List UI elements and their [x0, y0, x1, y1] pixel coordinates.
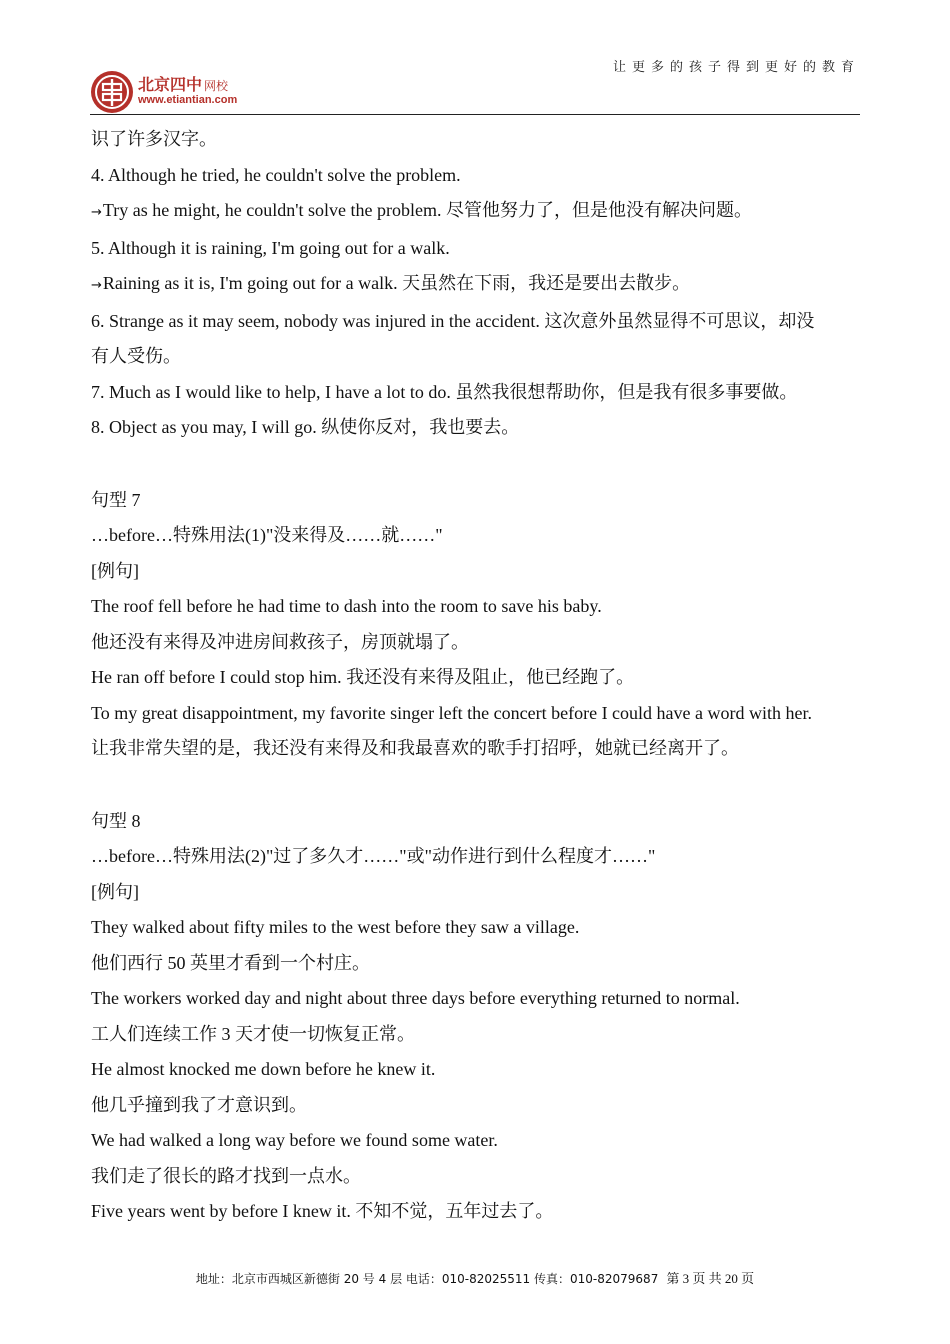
- text-line: [91, 483, 861, 519]
- text-line: [91, 554, 861, 590]
- line-text: 我们走了很长的路才找到一点水。: [91, 1165, 361, 1186]
- text-line: [91, 518, 861, 554]
- line-text: 句型 7: [91, 489, 141, 510]
- text-line: [91, 231, 861, 267]
- line-text: 6. Strange as it may seem, nobody was injured in the accident. 这次意外虽然显得不可思议，却没: [91, 310, 815, 331]
- header-divider: [90, 114, 860, 115]
- line-text: 他们西行 50 英里才看到一个村庄。: [91, 952, 370, 973]
- text-line: [91, 839, 861, 875]
- line-text: Try as he might, he couldn't solve the problem. 尽管他努力了，但是他没有解决问题。: [102, 200, 752, 220]
- logo-seal-icon: [90, 70, 134, 114]
- text-line: [91, 122, 861, 158]
- slogan: 让更多的孩子得到更好的教育: [612, 60, 860, 75]
- line-text: 句型 8: [91, 810, 141, 831]
- text-line: [91, 410, 861, 446]
- line-text: 让我非常失望的是，我还没有来得及和我最喜欢的歌手打招呼，她就已经离开了。: [91, 738, 739, 758]
- text-line: [91, 589, 861, 625]
- logo-school: 网校: [204, 79, 229, 93]
- text-line: [91, 1088, 861, 1124]
- document-body: [91, 122, 861, 1230]
- text-line: [91, 731, 861, 767]
- line-text: [例句]: [91, 881, 139, 902]
- line-text: 4. Although he tried, he couldn't solve the problem.: [91, 164, 461, 185]
- text-line: [91, 696, 861, 732]
- text-line: [91, 660, 861, 696]
- text-line: [91, 1052, 861, 1088]
- text-line: [91, 1159, 861, 1195]
- footer-address: 地址：北京市西城区新德街 20 号 4 层 电话：010-82025511 传真：010-82079687: [195, 1272, 659, 1286]
- line-text: The roof fell before he had time to dash into the room to save his baby.: [91, 596, 602, 616]
- line-text: Raining as it is, I'm going out for a walk. 天虽然在下雨，我还是要出去散步。: [102, 273, 691, 293]
- line-text: 工人们连续工作 3 天才使一切恢复正常。: [91, 1023, 415, 1044]
- line-text: 8. Object as you may, I will go. 纵使你反对，我也要去。: [91, 417, 520, 437]
- text-line: [91, 266, 861, 304]
- line-text: …before…特殊用法(1)"没来得及……就……": [91, 525, 443, 545]
- paragraph-gap: [91, 767, 861, 804]
- text-line: [91, 339, 861, 375]
- text-line: [91, 804, 861, 840]
- page-header: [90, 52, 860, 116]
- line-text: To my great disappointment, my favorite singer left the concert before I could have a word with her.: [91, 702, 813, 723]
- text-line: [91, 193, 861, 231]
- arrow-icon: →: [91, 278, 102, 293]
- line-text: They walked about fifty miles to the west before they saw a village.: [91, 917, 580, 937]
- line-text: [例句]: [91, 560, 139, 581]
- text-line: [91, 375, 861, 411]
- line-text: Five years went by before I knew it. 不知不觉，五年过去了。: [91, 1201, 554, 1221]
- line-text: 7. Much as I would like to help, I have a lot to do. 虽然我很想帮助你，但是我有很多事要做。: [91, 381, 798, 402]
- paragraph-gap: [91, 446, 861, 483]
- line-text: He almost knocked me down before he knew it.: [91, 1059, 436, 1079]
- page-footer: [0, 1268, 950, 1287]
- line-text: 他还没有来得及冲进房间救孩子，房顶就塌了。: [91, 631, 469, 652]
- school-logo: [90, 70, 270, 114]
- line-text: He ran off before I could stop him. 我还没有来得及阻止，他已经跑了。: [91, 667, 635, 687]
- line-text: 他几乎撞到我了才意识到。: [91, 1094, 307, 1115]
- text-line: [91, 981, 861, 1017]
- text-line: [91, 625, 861, 661]
- line-text: 识了许多汉字。: [91, 129, 217, 149]
- line-text: 5. Although it is raining, I'm going out for a walk.: [91, 237, 450, 258]
- text-line: [91, 1194, 861, 1230]
- text-line: [91, 158, 861, 194]
- text-line: [91, 946, 861, 982]
- text-line: [91, 1017, 861, 1053]
- text-line: [91, 910, 861, 946]
- logo-url: www.etiantian.com: [138, 94, 238, 106]
- text-line: [91, 875, 861, 911]
- logo-name: 北京四中 网校: [138, 75, 229, 94]
- line-text: The workers worked day and night about three days before everything returned to normal.: [91, 988, 740, 1008]
- footer-page-number: 第 3 页 共 20 页: [666, 1271, 755, 1286]
- text-line: [91, 304, 861, 340]
- line-text: 有人受伤。: [91, 346, 181, 366]
- text-line: [91, 1123, 861, 1159]
- line-text: We had walked a long way before we found some water.: [91, 1130, 498, 1150]
- line-text: …before…特殊用法(2)"过了多久才……"或"动作进行到什么程度才……": [91, 846, 656, 866]
- arrow-icon: →: [91, 205, 102, 220]
